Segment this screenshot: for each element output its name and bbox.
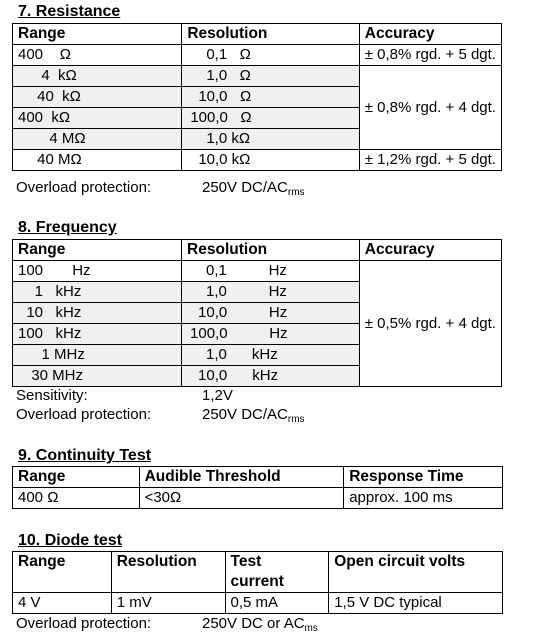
header-test-line1: Test xyxy=(230,553,262,570)
resolution-cell: 10,0 Ω xyxy=(182,87,359,108)
table-header-row xyxy=(13,467,503,488)
overload-subscript: rms xyxy=(287,187,305,198)
resistance-overload xyxy=(16,179,305,202)
table-header-row xyxy=(13,24,502,45)
open-circuit-volts-cell: 1,5 V DC typical xyxy=(329,593,503,614)
resistance-heading xyxy=(18,3,120,21)
header-accuracy: Accuracy xyxy=(359,24,501,45)
response-time-cell: approx. 100 ms xyxy=(344,488,503,509)
header-range: Range xyxy=(13,467,140,488)
header-test-line2: current xyxy=(230,573,284,590)
accuracy-cell: ± 0,5% rgd. + 4 dgt. xyxy=(359,261,501,387)
overload-subscript: ms xyxy=(304,623,318,634)
range-cell: 400 kΩ xyxy=(13,108,182,129)
range-cell: 4 MΩ xyxy=(13,129,182,150)
diode-table xyxy=(12,551,503,614)
range-cell: 4 V xyxy=(13,593,112,614)
overload-label: Overload protection: xyxy=(16,615,152,632)
range-cell: 30 MHz xyxy=(13,366,182,387)
header-accuracy: Accuracy xyxy=(359,240,501,261)
header-response-time: Response Time xyxy=(344,467,503,488)
continuity-table xyxy=(12,466,503,509)
resolution-cell: 100,0 Hz xyxy=(182,324,360,345)
resolution-cell: 1,0 Ω xyxy=(182,66,359,87)
frequency-sensitivity xyxy=(16,387,233,405)
range-cell: 1 kHz xyxy=(13,282,182,303)
accuracy-cell: ± 0,8% rgd. + 4 dgt. xyxy=(359,66,501,150)
frequency-title: 8. Frequency xyxy=(18,219,117,236)
header-open-circuit-volts: Open circuit volts xyxy=(329,552,503,593)
resolution-cell: 1 mV xyxy=(111,593,225,614)
diode-title: 10. Diode test xyxy=(18,532,123,549)
resolution-cell: 100,0 Ω xyxy=(182,108,359,129)
resolution-cell: 1,0 Hz xyxy=(182,282,360,303)
range-cell: 10 kHz xyxy=(13,303,182,324)
header-resolution: Resolution xyxy=(182,24,359,45)
table-row xyxy=(13,150,502,171)
table-row xyxy=(13,488,503,509)
frequency-heading xyxy=(18,219,117,237)
frequency-table xyxy=(12,239,502,387)
header-audible-threshold: Audible Threshold xyxy=(139,467,344,488)
table-row xyxy=(13,593,503,614)
overload-label: Overload protection: xyxy=(16,406,152,423)
range-cell: 100 kHz xyxy=(13,324,182,345)
resolution-cell: 0,1 Ω xyxy=(182,45,359,66)
continuity-title: 9. Continuity Test xyxy=(18,447,152,464)
resolution-cell: 0,1 Hz xyxy=(182,261,360,282)
diode-overload xyxy=(16,615,318,638)
table-header-row xyxy=(13,552,503,593)
table-row xyxy=(13,45,502,66)
resolution-cell: 10,0 kΩ xyxy=(182,150,359,171)
header-resolution: Resolution xyxy=(182,240,360,261)
frequency-overload xyxy=(16,406,305,429)
table-row xyxy=(13,66,502,87)
resistance-title: 7. Resistance xyxy=(18,3,121,20)
table-row xyxy=(13,261,502,282)
accuracy-cell: ± 1,2% rgd. + 5 dgt. xyxy=(359,150,501,171)
sensitivity-label: Sensitivity: xyxy=(16,387,88,404)
resolution-cell: 10,0 Hz xyxy=(182,303,360,324)
header-range: Range xyxy=(13,24,182,45)
header-range: Range xyxy=(13,552,112,593)
range-cell: 1 MHz xyxy=(13,345,182,366)
diode-heading xyxy=(18,532,122,550)
test-current-cell: 0,5 mA xyxy=(225,593,329,614)
range-cell: 400 Ω xyxy=(13,45,182,66)
table-header-row xyxy=(13,240,502,261)
resolution-cell: 10,0 kHz xyxy=(182,366,360,387)
range-cell: 40 kΩ xyxy=(13,87,182,108)
range-cell: 400 Ω xyxy=(13,488,140,509)
overload-subscript: rms xyxy=(287,414,305,425)
accuracy-cell: ± 0,8% rgd. + 5 dgt. xyxy=(359,45,501,66)
overload-value: 250V DC/AC xyxy=(202,179,288,196)
overload-value: 250V DC/AC xyxy=(202,406,288,423)
range-cell: 100 Hz xyxy=(13,261,182,282)
header-range: Range xyxy=(13,240,182,261)
header-resolution: Resolution xyxy=(111,552,225,593)
resistance-table xyxy=(12,23,502,171)
overload-label: Overload protection: xyxy=(16,179,152,196)
resolution-cell: 1,0 kHz xyxy=(182,345,360,366)
threshold-cell: <30Ω xyxy=(139,488,344,509)
sensitivity-value: 1,2V xyxy=(202,387,233,404)
range-cell: 4 kΩ xyxy=(13,66,182,87)
range-cell: 40 MΩ xyxy=(13,150,182,171)
continuity-heading xyxy=(18,447,151,465)
overload-value: 250V DC or AC xyxy=(202,615,305,632)
header-test-current xyxy=(225,552,329,593)
resolution-cell: 1,0 kΩ xyxy=(182,129,359,150)
